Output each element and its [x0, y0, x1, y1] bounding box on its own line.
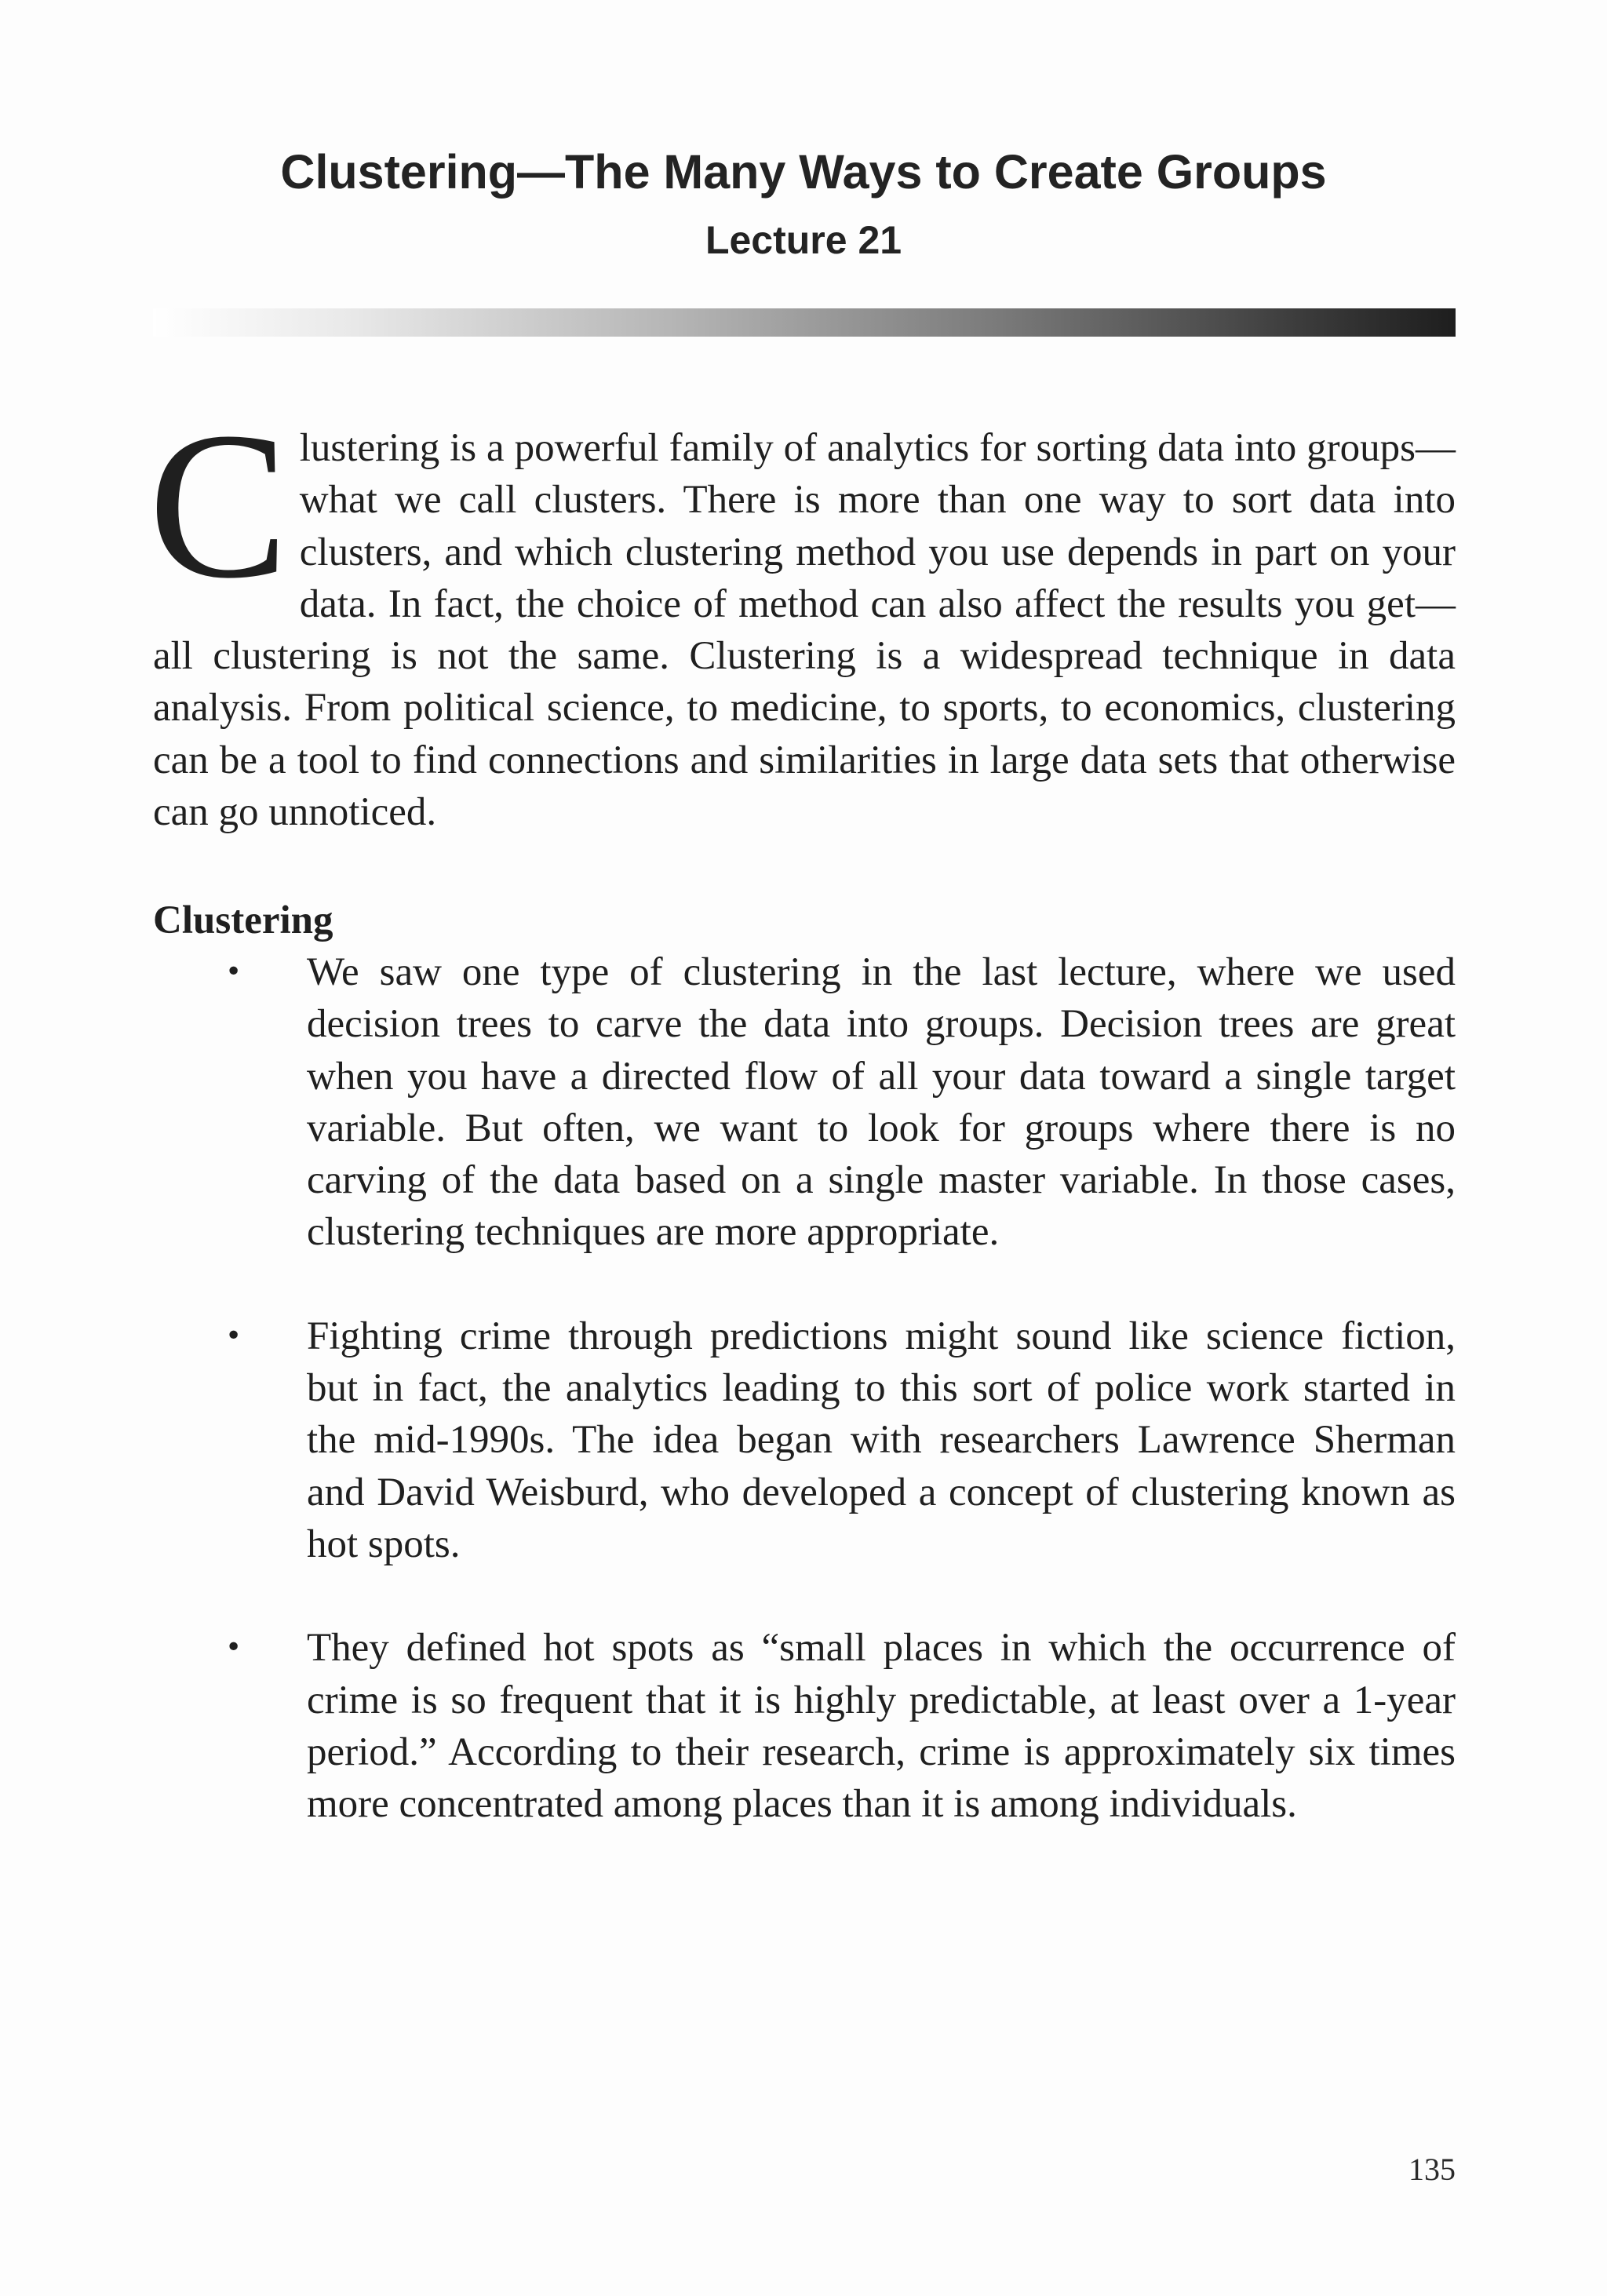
bullet-text: We saw one type of clustering in the last lecture, where we used decision trees to carve the data into groups. Decision trees are great when you have a directed flow of all your data toward a single target variable. But often, we want to look for groups where there is no carving of the data based on a single master variable. In those cases, clustering techniques are more appropriate.	[307, 950, 1456, 1255]
intro-paragraph	[148, 388, 1456, 838]
bullet-item	[153, 1310, 1456, 1570]
bullet-dot-icon: •	[225, 1631, 242, 1664]
section-heading: Clustering	[153, 898, 333, 942]
page-title: Clustering—The Many Ways to Create Groups	[280, 145, 1327, 199]
bullet-text: They defined hot spots as “small places in which the occurrence of crime is so frequent that it is highly predictable, at least over a 1-year period.” According to their research, crime is approximately six times more concentrated among places than it is among individuals.	[307, 1626, 1456, 1827]
bullet-dot-icon: •	[225, 1319, 242, 1352]
bullet-item	[153, 946, 1456, 1259]
title-gradient-bar	[153, 308, 1456, 337]
bullet-list	[153, 946, 1456, 1882]
bullet-dot-icon: •	[225, 956, 242, 988]
intro-text: lustering is a powerful family of analytics for sorting data into groups—what we call clusters. There is more than one way to sort data into clusters, and which clustering method you use depends in part on your data. In fact, the choice of method can also affect the results you get—all clustering is not the same. Clustering is a widespread technique in data analysis. From political science, to medicine, to sports, to economics, clustering can be a tool to find connections and similarities in large data sets that otherwise can go unnoticed.	[153, 426, 1456, 835]
bullet-text: Fighting crime through predictions might sound like science fiction, but in fact, the analytics leading to this sort of police work started in the mid-1990s. The idea began with researchers Lawrence Sherman and David Weisburd, who developed a concept of clustering known as hot spots.	[307, 1314, 1456, 1566]
bullet-item	[153, 1622, 1456, 1830]
page-number: 135	[1408, 2152, 1456, 2187]
drop-cap: C	[148, 388, 289, 621]
lecture-number: Lecture 21	[705, 218, 902, 262]
